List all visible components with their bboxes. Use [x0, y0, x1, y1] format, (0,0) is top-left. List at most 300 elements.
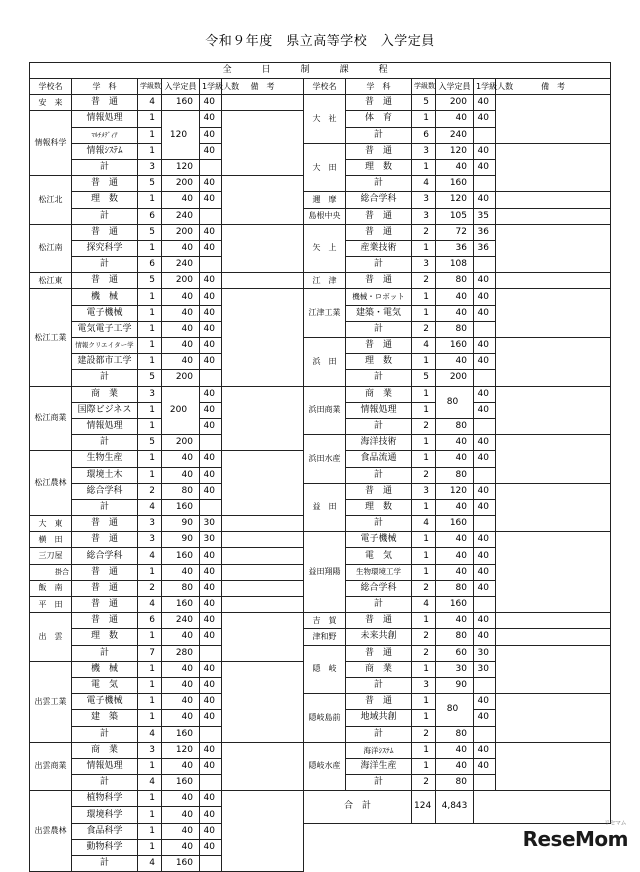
- class-count: 4: [138, 856, 162, 872]
- capacity: 80: [162, 580, 200, 596]
- capacity: 120: [162, 742, 200, 758]
- school-name: 飯 南: [30, 580, 72, 596]
- notes-cell: [222, 532, 304, 548]
- class-count: 2: [138, 483, 162, 499]
- per-class: 40: [474, 564, 496, 580]
- class-count: 3: [138, 516, 162, 532]
- class-count: 1: [138, 240, 162, 256]
- per-class: [474, 467, 496, 483]
- dept-name: 電子機械: [346, 532, 412, 548]
- banner-row: [30, 63, 611, 79]
- capacity: 105: [436, 208, 474, 224]
- notes-cell: [222, 273, 304, 289]
- capacity: 280: [162, 645, 200, 661]
- per-class: 40: [474, 402, 496, 418]
- per-class: [474, 597, 496, 613]
- header-school: 学校名: [30, 79, 72, 95]
- notes-cell: [222, 516, 304, 532]
- notes-cell: [496, 208, 611, 224]
- per-class: 40: [474, 710, 496, 726]
- class-count: 3: [138, 532, 162, 548]
- school-name: 松江農林: [30, 451, 72, 516]
- dept-name: 探究科学: [72, 240, 138, 256]
- per-class: 40: [474, 159, 496, 175]
- per-class: 40: [200, 613, 222, 629]
- dept-name: 情報ｼｽﾃﾑ: [72, 143, 138, 159]
- class-count: 2: [412, 645, 436, 661]
- capacity: 120: [162, 111, 200, 160]
- class-count: 1: [138, 305, 162, 321]
- capacity: 240: [162, 208, 200, 224]
- notes-cell: [222, 597, 304, 613]
- page-title: 令和９年度 県立高等学校 入学定員: [205, 34, 435, 49]
- per-class: 40: [200, 224, 222, 240]
- class-count: 3: [138, 742, 162, 758]
- dept-name: 普 通: [346, 143, 412, 159]
- per-class: [474, 127, 496, 143]
- header-school: 学校名: [304, 79, 346, 95]
- capacity: 40: [162, 839, 200, 855]
- capacity: 200: [162, 435, 200, 451]
- school-name: 江津工業: [304, 289, 346, 338]
- class-count: 4: [138, 95, 162, 111]
- dept-name: 普 通: [72, 597, 138, 613]
- table-row: [30, 289, 611, 305]
- class-count: 1: [138, 467, 162, 483]
- capacity: 200: [436, 370, 474, 386]
- class-count: 7: [138, 645, 162, 661]
- school-name: 大 田: [304, 143, 346, 192]
- school-name: 出 雲: [30, 613, 72, 662]
- header-per-class: 1学級人数: [474, 79, 496, 95]
- per-class: 40: [200, 338, 222, 354]
- school-name: 安 来: [30, 95, 72, 111]
- table-row: [30, 694, 611, 710]
- school-name: 出雲工業: [30, 661, 72, 742]
- class-count: 6: [138, 208, 162, 224]
- dept-name: 計: [346, 127, 412, 143]
- class-count: 6: [138, 613, 162, 629]
- notes-cell: [222, 564, 304, 580]
- header-notes: 備 考: [222, 79, 304, 95]
- class-count: 3: [138, 159, 162, 175]
- capacity: 240: [162, 613, 200, 629]
- class-count: 4: [412, 597, 436, 613]
- per-class: [200, 775, 222, 791]
- per-class: 40: [200, 143, 222, 159]
- capacity: 40: [162, 305, 200, 321]
- class-count: 1: [412, 548, 436, 564]
- capacity: 40: [162, 321, 200, 337]
- notes-cell: [496, 645, 611, 694]
- per-class: 35: [474, 208, 496, 224]
- class-count: 6: [138, 257, 162, 273]
- school-name: 島根中央: [304, 208, 346, 224]
- per-class: 40: [474, 354, 496, 370]
- class-count: 5: [412, 95, 436, 111]
- per-class: 40: [474, 499, 496, 515]
- class-count: 1: [138, 143, 162, 159]
- table-row: [30, 645, 611, 661]
- capacity: 80: [162, 483, 200, 499]
- resemom-logo-sub: リセマム: [604, 820, 626, 827]
- table-row: [30, 742, 611, 758]
- table-row: [30, 856, 611, 872]
- capacity: 40: [436, 548, 474, 564]
- dept-name: 情報処理: [72, 758, 138, 774]
- school-name: 松江東: [30, 273, 72, 289]
- dept-name: 機 械: [72, 289, 138, 305]
- class-count: 3: [412, 143, 436, 159]
- capacity: 40: [162, 823, 200, 839]
- per-class: 40: [474, 95, 496, 111]
- per-class: 40: [200, 597, 222, 613]
- capacity: 80: [436, 694, 474, 726]
- capacity: 80: [436, 726, 474, 742]
- class-count: 4: [138, 548, 162, 564]
- school-name: 掛合: [30, 564, 72, 580]
- per-class: 40: [200, 661, 222, 677]
- capacity: 160: [436, 338, 474, 354]
- dept-name: 普 通: [72, 532, 138, 548]
- class-count: 1: [138, 677, 162, 693]
- dept-name: 計: [72, 435, 138, 451]
- per-class: 40: [474, 273, 496, 289]
- per-class: 40: [200, 354, 222, 370]
- per-class: [200, 435, 222, 451]
- per-class: 40: [200, 127, 222, 143]
- class-count: 2: [412, 418, 436, 434]
- per-class: [474, 516, 496, 532]
- header-classes: 学級数: [412, 79, 436, 95]
- class-count: 1: [138, 127, 162, 143]
- capacity: 40: [436, 305, 474, 321]
- capacity: 40: [436, 499, 474, 515]
- class-count: 1: [138, 402, 162, 418]
- per-class: 40: [474, 758, 496, 774]
- notes-cell: [222, 548, 304, 564]
- dept-name: 商 業: [72, 386, 138, 402]
- notes-cell: [496, 143, 611, 192]
- table-row: [30, 208, 611, 224]
- per-class: 40: [474, 451, 496, 467]
- capacity: 160: [162, 597, 200, 613]
- dept-name: 産業技術: [346, 240, 412, 256]
- dept-name: 計: [346, 597, 412, 613]
- per-class: 40: [474, 580, 496, 596]
- capacity: 108: [436, 257, 474, 273]
- class-count: 1: [412, 305, 436, 321]
- table-row: [30, 224, 611, 240]
- capacity: 40: [162, 710, 200, 726]
- class-count: 1: [412, 451, 436, 467]
- notes-cell: [222, 95, 304, 111]
- class-count: 1: [412, 710, 436, 726]
- capacity: 120: [162, 159, 200, 175]
- per-class: 40: [474, 143, 496, 159]
- school-name: 出雲農林: [30, 791, 72, 872]
- dept-name: 国際ビジネス: [72, 402, 138, 418]
- capacity: 90: [162, 516, 200, 532]
- dept-name: 総合学科: [346, 192, 412, 208]
- class-count: 1: [412, 532, 436, 548]
- dept-name: 電子機械: [72, 694, 138, 710]
- dept-name: 理 数: [346, 499, 412, 515]
- dept-name: 計: [346, 321, 412, 337]
- dept-name: 普 通: [72, 564, 138, 580]
- per-class: 40: [474, 742, 496, 758]
- per-class: 40: [200, 386, 222, 402]
- dept-name: 普 通: [346, 224, 412, 240]
- per-class: 40: [200, 192, 222, 208]
- school-name: 松江商業: [30, 386, 72, 451]
- class-count: 1: [138, 823, 162, 839]
- capacity: 72: [436, 224, 474, 240]
- per-class: [200, 856, 222, 872]
- class-count: 3: [412, 257, 436, 273]
- dept-name: 機械・ロボット: [346, 289, 412, 305]
- class-count: 1: [138, 354, 162, 370]
- dept-name: 計: [72, 159, 138, 175]
- course-banner: 全日制課程: [30, 63, 611, 79]
- notes-cell: [222, 176, 304, 225]
- per-class: [474, 370, 496, 386]
- class-count: 4: [138, 499, 162, 515]
- total-notes: [474, 791, 611, 823]
- dept-name: 普 通: [346, 483, 412, 499]
- dept-name: 商 業: [346, 386, 412, 402]
- class-count: 1: [138, 192, 162, 208]
- dept-name: 建 築: [72, 710, 138, 726]
- per-class: 40: [474, 289, 496, 305]
- per-class: 40: [474, 192, 496, 208]
- dept-name: 商 業: [346, 661, 412, 677]
- dept-name: 普 通: [346, 645, 412, 661]
- per-class: 40: [200, 451, 222, 467]
- class-count: 1: [412, 661, 436, 677]
- notes-cell: [496, 694, 611, 743]
- capacity: 40: [436, 758, 474, 774]
- capacity: 40: [162, 289, 200, 305]
- total-label: 合 計: [304, 791, 412, 823]
- class-count: 3: [412, 677, 436, 693]
- per-class: [474, 677, 496, 693]
- class-count: 2: [412, 467, 436, 483]
- class-count: 1: [138, 321, 162, 337]
- table-row: [30, 192, 611, 208]
- capacity: 200: [162, 224, 200, 240]
- per-class: [200, 159, 222, 175]
- class-count: 5: [138, 370, 162, 386]
- table-row: [30, 338, 611, 354]
- dept-name: 計: [346, 677, 412, 693]
- dept-name: 普 通: [72, 516, 138, 532]
- per-class: 40: [200, 580, 222, 596]
- notes-cell: [496, 629, 611, 645]
- per-class: 40: [474, 386, 496, 402]
- total-capacity: 4,843: [436, 791, 474, 823]
- notes-cell: [496, 95, 611, 144]
- dept-name: 普 通: [72, 613, 138, 629]
- per-class: [200, 257, 222, 273]
- dept-name: 体 育: [346, 111, 412, 127]
- capacity: 80: [436, 386, 474, 418]
- per-class: [200, 499, 222, 515]
- class-count: 4: [412, 176, 436, 192]
- capacity: 40: [436, 289, 474, 305]
- capacity: 160: [162, 499, 200, 515]
- class-count: 1: [138, 338, 162, 354]
- capacity: 40: [436, 435, 474, 451]
- capacity: 90: [436, 677, 474, 693]
- class-count: 1: [138, 111, 162, 127]
- dept-name: 商 業: [72, 742, 138, 758]
- table-row: [30, 273, 611, 289]
- capacity: 200: [162, 176, 200, 192]
- per-class: 40: [200, 823, 222, 839]
- per-class: [474, 726, 496, 742]
- notes-cell: [496, 289, 611, 338]
- class-count: 4: [412, 338, 436, 354]
- school-name: 松江北: [30, 176, 72, 225]
- per-class: 40: [200, 305, 222, 321]
- per-class: 40: [200, 95, 222, 111]
- class-count: 2: [412, 629, 436, 645]
- dept-name: 計: [72, 775, 138, 791]
- class-count: 1: [412, 758, 436, 774]
- capacity: 40: [436, 451, 474, 467]
- school-name: 大 東: [30, 516, 72, 532]
- capacity: 40: [162, 758, 200, 774]
- capacity: 40: [436, 354, 474, 370]
- dept-name: 普 通: [346, 338, 412, 354]
- capacity: 40: [162, 240, 200, 256]
- capacity: 120: [436, 143, 474, 159]
- capacity: 80: [436, 629, 474, 645]
- school-name: 隠 岐: [304, 645, 346, 694]
- per-class: 40: [200, 710, 222, 726]
- per-class: 40: [200, 742, 222, 758]
- dept-name: 海洋ｼｽﾃﾑ: [346, 742, 412, 758]
- capacity: 200: [162, 273, 200, 289]
- class-count: 4: [138, 597, 162, 613]
- dept-name: 計: [72, 856, 138, 872]
- dept-name: 総合学科: [72, 483, 138, 499]
- table-row: [30, 386, 611, 402]
- dept-name: 電 気: [72, 677, 138, 693]
- class-count: 1: [138, 807, 162, 823]
- per-class: 40: [200, 111, 222, 127]
- per-class: [200, 370, 222, 386]
- capacity: 30: [436, 661, 474, 677]
- dept-name: 理 数: [72, 629, 138, 645]
- dept-name: ﾏﾙﾁﾒﾃﾞｨｱ: [72, 127, 138, 143]
- school-name: 吉 賀: [304, 613, 346, 629]
- per-class: [200, 208, 222, 224]
- per-class: 40: [200, 629, 222, 645]
- class-count: 6: [412, 127, 436, 143]
- capacity: 40: [162, 694, 200, 710]
- per-class: 30: [474, 645, 496, 661]
- capacity: 40: [162, 354, 200, 370]
- capacity: 40: [162, 564, 200, 580]
- header-per-class: 1学級人数: [200, 79, 222, 95]
- notes-cell: [222, 791, 304, 872]
- notes-cell: [496, 338, 611, 387]
- per-class: 40: [200, 240, 222, 256]
- per-class: [200, 645, 222, 661]
- class-count: 1: [138, 839, 162, 855]
- per-class: 40: [474, 613, 496, 629]
- class-count: 1: [412, 435, 436, 451]
- dept-name: 理 数: [346, 354, 412, 370]
- capacity: 160: [162, 548, 200, 564]
- class-count: 1: [412, 111, 436, 127]
- notes-cell: [496, 224, 611, 273]
- capacity: 40: [162, 629, 200, 645]
- dept-name: 計: [346, 516, 412, 532]
- table-row: [30, 435, 611, 451]
- resemom-logo-text: ReseMom: [522, 827, 628, 851]
- capacity: 40: [436, 742, 474, 758]
- per-class: [474, 418, 496, 434]
- per-class: 40: [474, 694, 496, 710]
- dept-name: 植物科学: [72, 791, 138, 807]
- per-class: [474, 321, 496, 337]
- dept-name: 普 通: [346, 208, 412, 224]
- dept-name: 食品流通: [346, 451, 412, 467]
- per-class: 40: [200, 418, 222, 434]
- school-name: 横 田: [30, 532, 72, 548]
- capacity: 160: [162, 726, 200, 742]
- table-row: [30, 791, 611, 807]
- per-class: 40: [200, 694, 222, 710]
- capacity: 80: [436, 580, 474, 596]
- capacity: 160: [436, 516, 474, 532]
- capacity: 80: [436, 467, 474, 483]
- dept-name: 地域共創: [346, 710, 412, 726]
- capacity: 40: [436, 532, 474, 548]
- class-count: 2: [412, 775, 436, 791]
- per-class: 40: [200, 273, 222, 289]
- capacity: 200: [436, 95, 474, 111]
- capacity: 200: [162, 386, 200, 435]
- dept-name: 電気電子工学: [72, 321, 138, 337]
- dept-name: 普 通: [346, 613, 412, 629]
- capacity: 160: [162, 95, 200, 111]
- per-class: 40: [474, 629, 496, 645]
- notes-cell: [496, 435, 611, 484]
- dept-name: 普 通: [72, 95, 138, 111]
- notes-cell: [222, 224, 304, 273]
- dept-name: 計: [346, 370, 412, 386]
- per-class: 40: [474, 305, 496, 321]
- table-row: [30, 483, 611, 499]
- class-count: 1: [412, 289, 436, 305]
- capacity: 160: [162, 775, 200, 791]
- dept-name: 普 通: [72, 273, 138, 289]
- school-name: 松江南: [30, 224, 72, 273]
- notes-cell: [222, 451, 304, 516]
- capacity: 40: [162, 807, 200, 823]
- per-class: 40: [474, 435, 496, 451]
- capacity: 120: [436, 483, 474, 499]
- total-classes: 124: [412, 791, 436, 823]
- per-class: [474, 775, 496, 791]
- per-class: 40: [200, 402, 222, 418]
- dept-name: 環境土木: [72, 467, 138, 483]
- notes-cell: [222, 661, 304, 742]
